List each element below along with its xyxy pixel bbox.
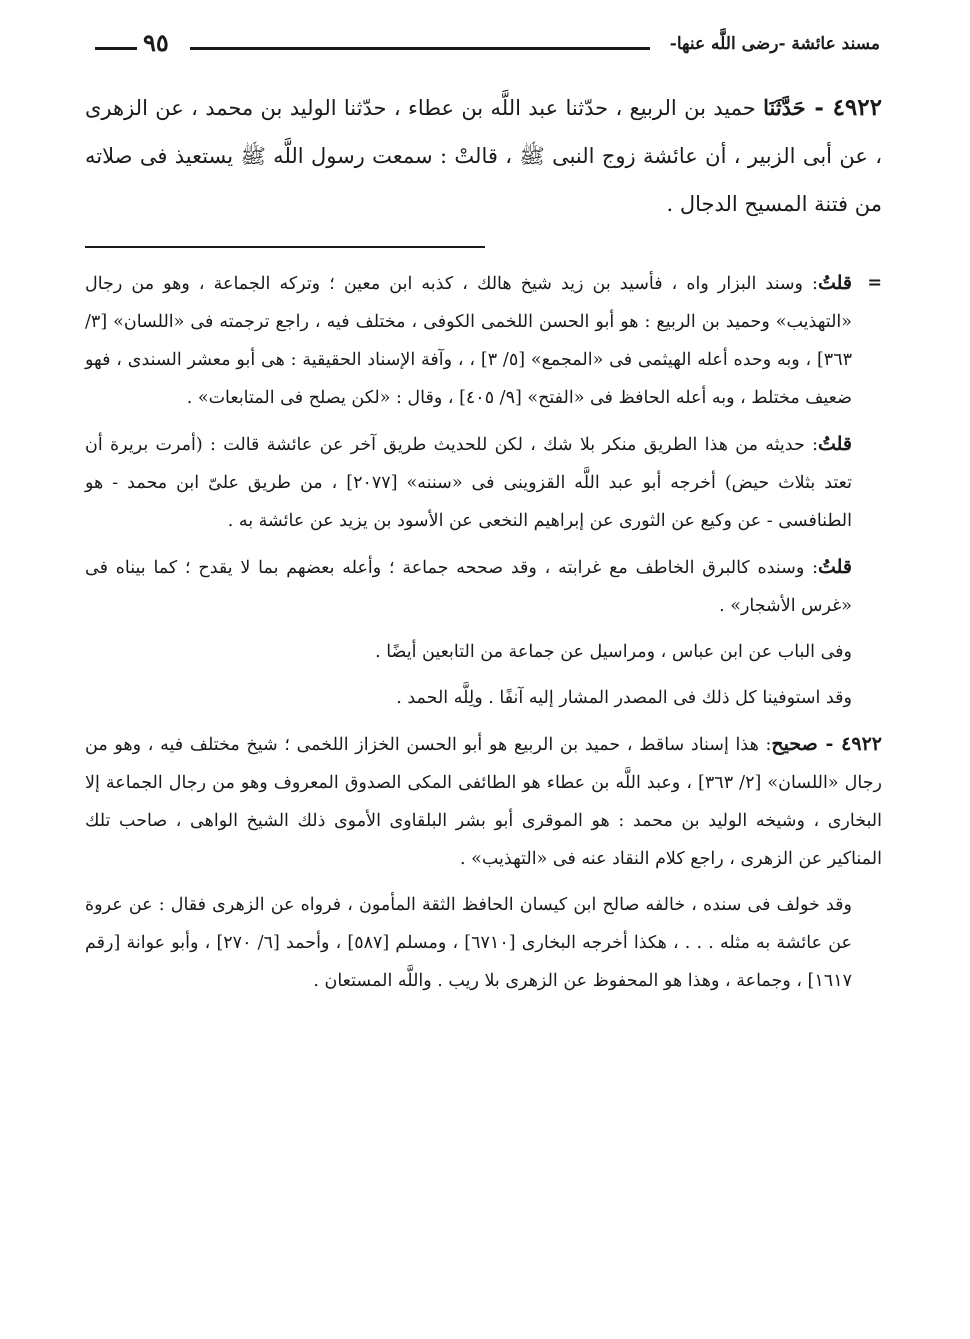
note-text: : وسنده كالبرق الخاطف مع غرابته ، وقد صححه جماعة ؛ وأعله بعضهم بما لا يقدح ؛ كما بيناه فى «غرس الأشجار» . (85, 558, 852, 616)
header-rule (190, 47, 650, 50)
note-paragraph: وفى الباب عن ابن عباس ، ومراسيل عن جماعة من التابعين أيضًا . (375, 642, 852, 662)
note-text: : حديثه من هذا الطريق منكر بلا شك ، لكن للحديث طريق آخر عن عائشة قالت : (أمرت بريرة أن تعتد بثلاث حيض) أخرجه أبو عبد اللَّه القزوينى فى «سننه» [٢٠٧٧] ، من طريق علىّ ابن محمد - هو الطنافسى - عن وكيع عن الثورى عن إبراهيم النخعى عن الأسود بن يزيد عن عائشة به . (85, 435, 852, 531)
note-paragraph (85, 264, 882, 417)
qultu-label: قلتُ (817, 433, 852, 455)
footnotes (85, 264, 882, 1008)
footnote-separator (85, 246, 485, 248)
tahqiq-number: ٤٩٢٢ (841, 733, 882, 755)
hadith-number: ٤٩٢٢ (832, 94, 882, 121)
hadith-lead: حَدَّثَنَا (763, 95, 806, 120)
page-number: ٩٥ (143, 28, 169, 57)
hadith-text (85, 84, 882, 228)
qultu-label: قلتُ (817, 272, 852, 294)
note-paragraph (85, 548, 882, 625)
hadith-dash: - (805, 94, 833, 121)
running-title: مسند عائشة -رضى اللَّه عنها- (669, 34, 880, 54)
qultu-label: قلتُ (817, 556, 852, 578)
header-rule-short (95, 47, 137, 50)
note-text: : وسند البزار واه ، فأسيد بن زيد شيخ هالك ، كذبه ابن معين ؛ وتركه الجماعة ، وهو من رجال «التهذيب» وحميد بن الربيع : هو أبو الحسن اللخمى الكوفى ، مختلف فيه ، راجع ترجمته فى «اللسان» [٣/ ٣٦٣] ، وبه وحده أعله الهيثمى فى «المجمع» [٥/ ٣] ، ، وآفة الإسناد الحقيقية : هى أبو معشر السندى ، فهو ضعيف مختلط ، وبه أعله الحافظ فى «الفتح» [٩/ ٤٠٥] ، وقال : «لكن يصلح فى المتابعات» . (85, 274, 852, 408)
page-header (95, 28, 880, 64)
continuation-mark: = (867, 273, 882, 293)
grading-label: صحيح (771, 733, 818, 755)
tahqiq-text: : هذا إسناد ساقط ، حميد بن الربيع هو أبو الحسن الخزاز اللخمى ؛ شيخ مختلف فيه ، وهو من رجال «اللسان» [٢/ ٣٦٣] ، وعبد اللَّه بن عطاء هو الطائفى المكى الصدوق المعروف وهو من رجال الجماعة إلا البخارى ، وشيخه الوليد بن محمد : هو الموقرى أبو بشر البلقاوى الأموى ذلك الشيخ الواهى ، صاحب تلك المناكير عن الزهرى ، راجع كلام النقاد عنه فى «التهذيب» . (85, 735, 882, 869)
note-paragraph: وقد استوفينا كل ذلك فى المصدر المشار إليه آنفًا . ولِلَّه الحمد . (396, 688, 852, 708)
note-paragraph (85, 425, 882, 540)
hadith-body: حميد بن الربيع ، حدّثنا عبد اللَّه بن عطاء ، حدّثنا الوليد بن محمد ، عن الزهرى ، عن أبى الزبير ، أن عائشة زوج النبى ﷺ ، قالتْ : سمعت رسول اللَّه ﷺ يستعيذ فى صلاته من فتنة المسيح الدجال . (85, 96, 882, 216)
tahqiq-paragraph: ٤٩٢٢ - صحيح: هذا إسناد ساقط ، حميد بن الربيع هو أبو الحسن الخزاز اللخمى ؛ شيخ مختلف فيه ، وهو من رجال «اللسان» [٢/ ٣٦٣] ، وعبد اللَّه بن عطاء هو الطائفى المكى الصدوق المعروف وهو من رجال الجماعة إلا البخارى ، وشيخه الوليد بن محمد : هو الموقرى أبو بشر البلقاوى الأموى ذلك الشيخ الواهى ، صاحب تلك المناكير عن الزهرى ، راجع كلام النقاد عنه فى «التهذيب» . (85, 733, 882, 869)
tahqiq-final-paragraph: وقد خولف فى سنده ، خالفه صالح ابن كيسان الحافظ الثقة المأمون ، فرواه عن الزهرى فقال : عن عروة عن عائشة به مثله . . . ، هكذا أخرجه البخارى [٦٧١٠] ، ومسلم [٥٨٧] ، وأحمد [٦/ ٢٧٠] ، وأبو عوانة [رقم ١٦١٧] ، وجماعة ، وهذا هو المحفوظ عن الزهرى بلا ريب . واللَّه المستعان . (85, 895, 852, 991)
